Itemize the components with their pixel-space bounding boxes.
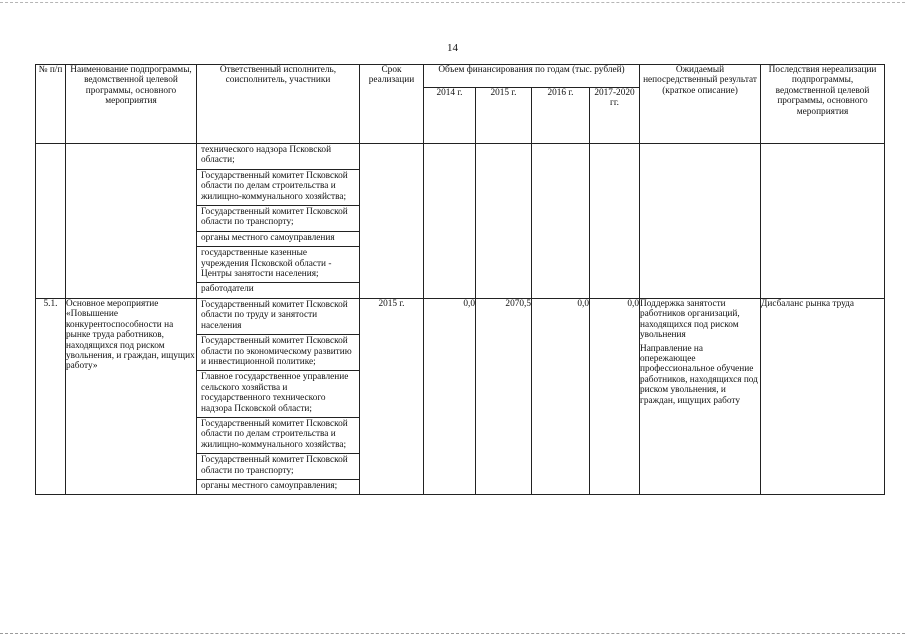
result-item: Направление на опережающее профессиональное обучение работников, находящихся под риском увольнения, и граждан, ищущих работу — [640, 343, 758, 406]
cont-consequences-cell — [761, 144, 885, 299]
executor-item: Государственный комитет Псковской области по делам строительства и жилищно-коммунального хозяйства; — [197, 417, 359, 453]
executor-item: Государственный комитет Псковской области по транспорту; — [197, 453, 359, 479]
row-executor-cell — [197, 298, 360, 495]
header-2016: 2016 г. — [532, 88, 590, 144]
executor-item: органы местного самоуправления — [197, 231, 359, 246]
row-consequences: Дисбаланс рынка труда — [761, 298, 885, 495]
cont-2017-cell — [590, 144, 640, 299]
cont-2016-cell — [532, 144, 590, 299]
row-name: Основное мероприятие «Повышение конкурентоспособности на рынке труда работников, находящихся под риском увольнения, и граждан, ищущих работу» — [66, 298, 197, 495]
executor-item: Государственный комитет Псковской области по труду и занятости населения — [201, 299, 348, 331]
header-executor: Ответственный исполнитель, соисполнитель, участники — [197, 65, 360, 144]
cont-result-cell — [640, 144, 761, 299]
header-consequences: Последствия нереализации подпрограммы, ведомственной целевой программы, основного мероприятия — [761, 65, 885, 144]
executor-item: Государственный комитет Псковской области по экономическому развитию и инвестиционной политике; — [197, 334, 359, 370]
row-result-cell — [640, 298, 761, 495]
cont-term-cell — [360, 144, 424, 299]
cont-executor-cell — [197, 144, 360, 299]
header-row-1 — [36, 65, 885, 88]
executor-item: государственные казенные учреждения Псковской области - Центры занятости населения; — [197, 246, 359, 282]
header-result: Ожидаемый непосредственный результат (краткое описание) — [640, 65, 761, 144]
result-item: Поддержка занятости работников организаций, находящихся под риском увольнения — [640, 298, 740, 341]
cont-name-cell — [66, 144, 197, 299]
scan-edge-top — [0, 2, 905, 3]
row-term: 2015 г. — [360, 298, 424, 495]
program-table — [35, 64, 885, 495]
header-term: Срок реализации — [360, 65, 424, 144]
executor-item: Главное государственное управление сельского хозяйства и государственного технического надзора Псковской области; — [197, 370, 359, 417]
scan-edge-bottom — [0, 633, 905, 634]
executor-item: технического надзора Псковской области; — [201, 145, 332, 166]
table-row-5-1 — [36, 298, 885, 495]
executor-item: Государственный комитет Псковской области по транспорту; — [197, 205, 359, 231]
header-2015: 2015 г. — [476, 88, 532, 144]
cont-num-cell — [36, 144, 66, 299]
header-2014: 2014 г. — [424, 88, 476, 144]
header-2017-2020: 2017-2020 гг. — [590, 88, 640, 144]
cont-2014-cell — [424, 144, 476, 299]
executor-item: работодатели — [197, 282, 359, 297]
executor-item: органы местного самоуправления; — [197, 479, 359, 494]
page-number: 14 — [447, 42, 458, 54]
header-funding: Объем финансирования по годам (тыс. рублей) — [424, 65, 640, 88]
cont-2015-cell — [476, 144, 532, 299]
executor-item: Государственный комитет Псковской области по делам строительства и жилищно-коммунального хозяйства; — [197, 169, 359, 205]
header-name: Наименование подпрограммы, ведомственной целевой программы, основного мероприятия — [66, 65, 197, 144]
row-num: 5.1. — [36, 298, 66, 495]
row-value-2016: 0,0 — [532, 298, 590, 495]
row-value-2014: 0,0 — [424, 298, 476, 495]
row-value-2017-2020: 0,0 — [590, 298, 640, 495]
row-value-2015: 2070,5 — [476, 298, 532, 495]
table-row-continuation — [36, 144, 885, 299]
header-num: № п/п — [36, 65, 66, 144]
